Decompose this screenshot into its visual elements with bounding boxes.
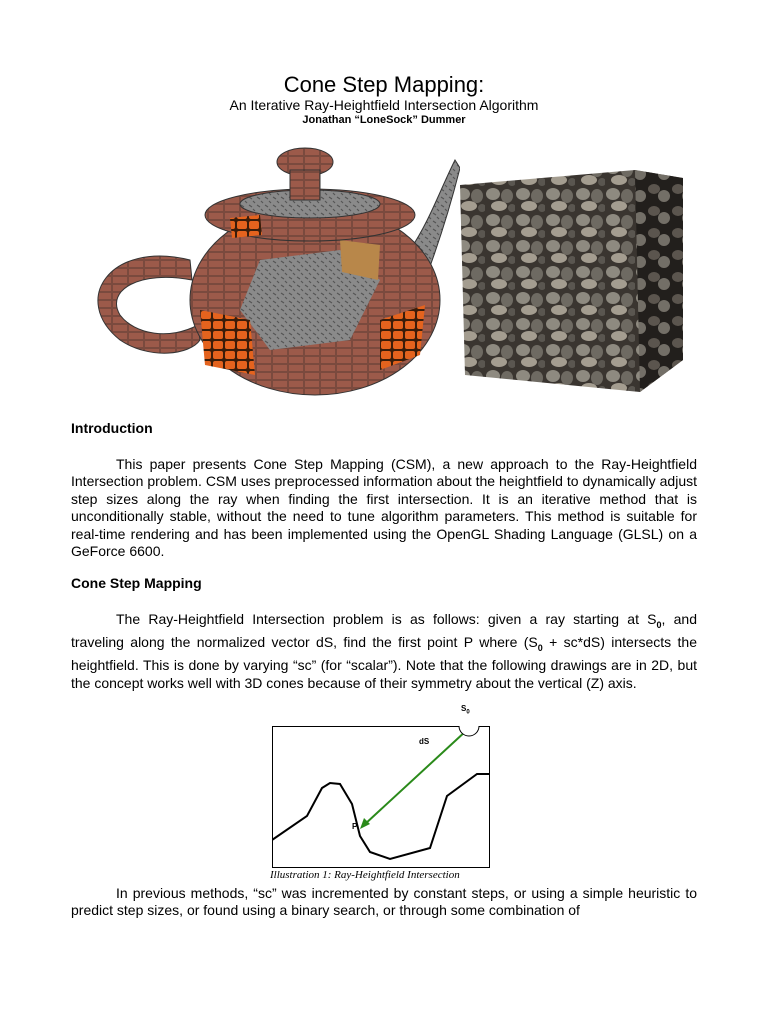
paragraph-cone-step-mapping [71, 611, 697, 692]
label-s0-subscript: 0 [466, 709, 470, 716]
page-title: Cone Step Mapping: [283, 72, 485, 97]
label-s0-letter: S [461, 704, 467, 713]
previous-methods-text: In previous methods, “sc” was incremented by constant steps, or using a simple heuristic to predict step sizes, or found using a binary search, or through some combination of [71, 885, 697, 919]
csm-subscript-2: 0 [537, 643, 543, 653]
author-name: Jonathan “LoneSock” Dummer [302, 114, 466, 126]
paragraph-introduction [71, 456, 697, 560]
csm-text-part-3: + sc*dS) intersects the heightfield. This is done by varying “sc” (for “scalar”). Note that the following drawings are in 2D, but the concept works well with 3D cones because of their symmetry about the vertical (Z) axis. [71, 634, 697, 691]
figure-caption: Illustration 1: Ray-Heightfield Intersection [270, 869, 460, 881]
csm-text-part-2: , and traveling along the normalized vector dS, find the first point P where (S [71, 611, 698, 651]
teapot-image [80, 140, 460, 405]
figure-frame [273, 727, 490, 868]
intro-text: This paper presents Cone Step Mapping (CSM), a new approach to the Ray-Heightfield Intersection problem. CSM uses preprocessed information about the heightfield to dynamically adjust step sizes along the ray when finding the first intersection. It is an iterative method that is unconditionally stable, without the need to tune algorithm parameters. This method is suitable for real-time rendering and has been implemented using the OpenGL Shading Language (GLSL) on a GeForce 6600. [71, 456, 697, 560]
paragraph-previous-methods [71, 885, 697, 920]
heading-introduction: Introduction [71, 420, 153, 436]
label-p: P [352, 822, 358, 831]
label-s0 [461, 704, 470, 716]
page-subtitle: An Iterative Ray-Heightfield Intersection Algorithm [229, 97, 539, 113]
csm-text-part-1: The Ray-Heightfield Intersection problem is as follows: given a ray starting at S [116, 611, 657, 627]
rock-cube-image [455, 160, 685, 395]
heading-cone-step-mapping: Cone Step Mapping [71, 575, 202, 591]
csm-subscript-1: 0 [656, 619, 662, 630]
label-ds: dS [419, 737, 430, 746]
ray-heightfield-figure [272, 726, 490, 868]
